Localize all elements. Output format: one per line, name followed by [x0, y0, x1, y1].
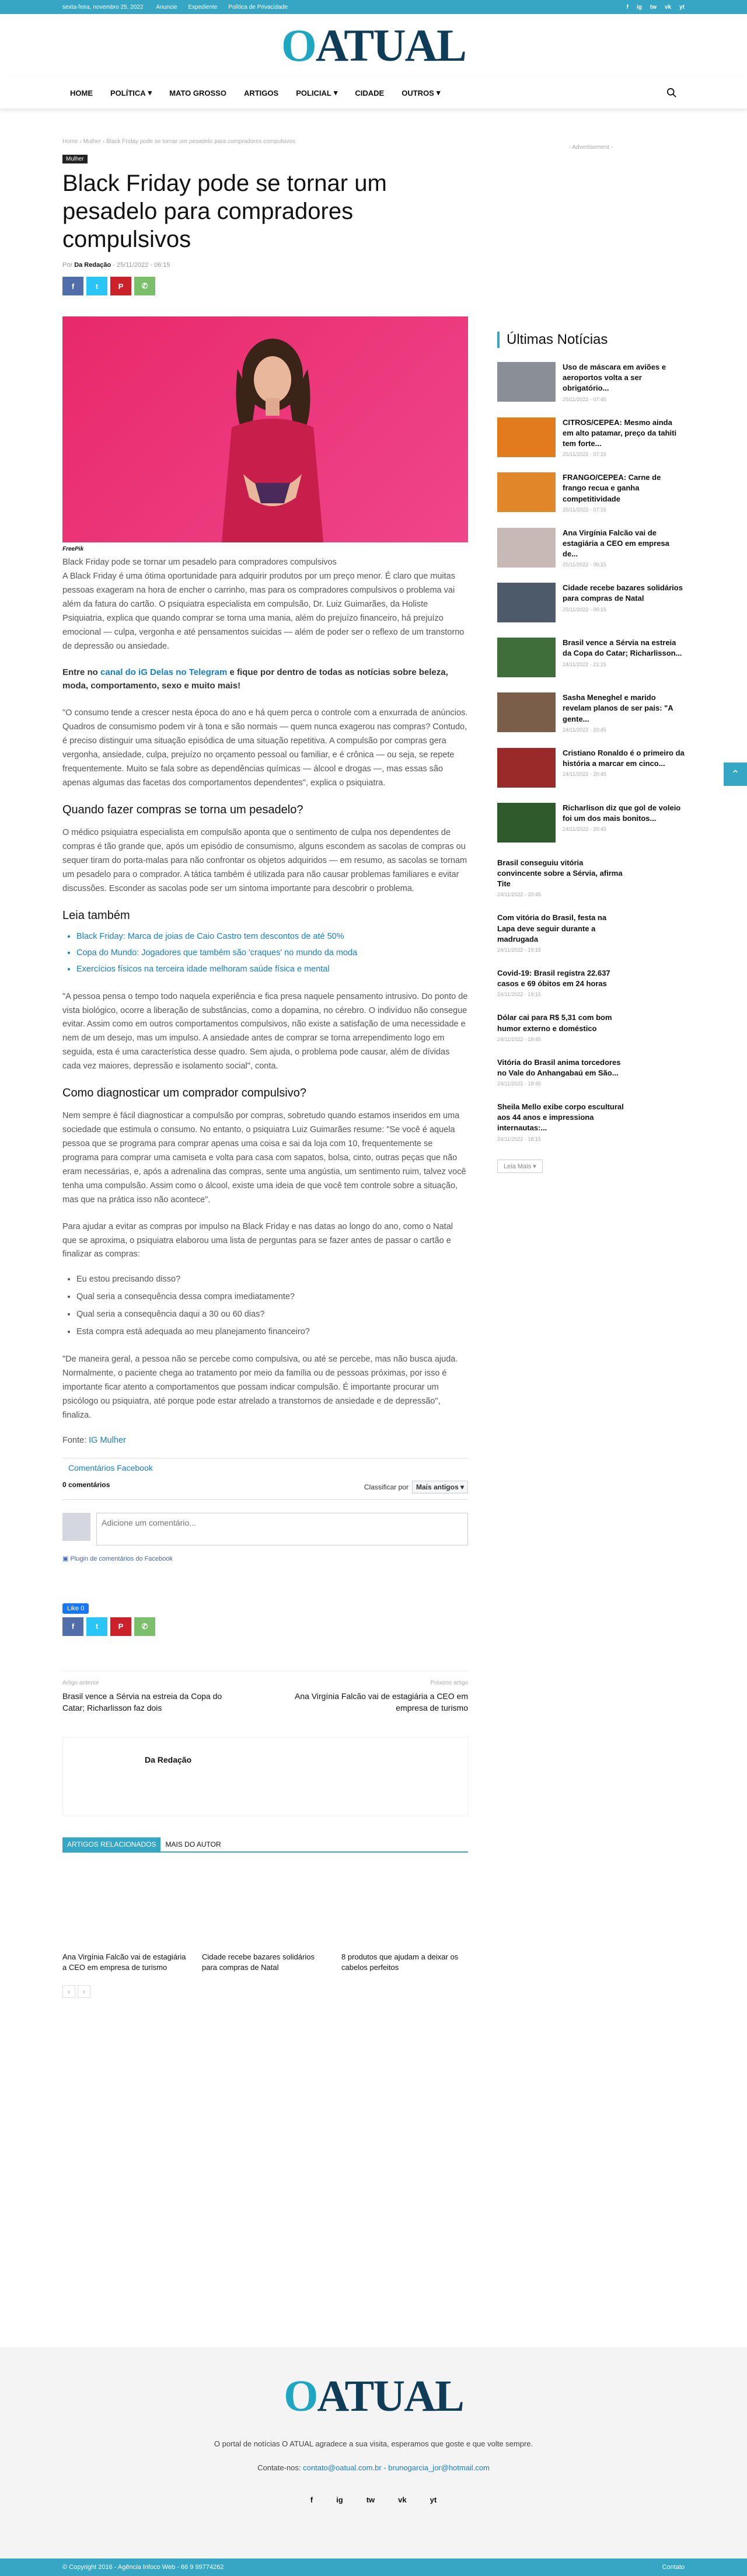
news-item[interactable]	[497, 1057, 626, 1087]
news-title[interactable]: Richarlison diz que gol de voleio foi um dos mais bonitos...	[563, 803, 681, 823]
next-page-button[interactable]: ›	[78, 1985, 90, 1998]
news-title[interactable]: Sasha Meneghel e marido revelam planos de ser pais: "A gente...	[563, 693, 673, 723]
footer-contact-link[interactable]: Contato	[662, 2564, 685, 2571]
footer-contact: Contate-nos: contato@oatual.com.br - brunogarcia_jor@hotmail.com	[257, 2463, 490, 2472]
news-thumbnail[interactable]	[497, 528, 556, 568]
share-twitter-button[interactable]: t	[86, 1617, 107, 1636]
news-title[interactable]: Ana Virgínia Falcão vai de estagiária a CEO em empresa de...	[563, 528, 669, 559]
author-box	[62, 1737, 468, 1816]
breadcrumb-category[interactable]: Mulher	[83, 138, 102, 145]
news-date: 25/11/2022 - 07:45	[563, 396, 606, 402]
related-cards	[62, 1952, 468, 1973]
latest-news-text-list	[497, 858, 685, 1142]
article-meta: Por Da Redação - 25/11/2022 - 06:15	[62, 262, 170, 269]
news-thumbnail[interactable]	[497, 748, 556, 788]
news-date: 24/11/2022 - 20:45	[563, 726, 606, 733]
advertisement-label: - Advertisement -	[568, 144, 613, 151]
share-facebook-button[interactable]: f	[62, 1617, 83, 1636]
facebook-icon[interactable]: f	[310, 2495, 313, 2504]
facebook-icon: ▣	[62, 1555, 71, 1562]
article-paragraph: O médico psiquiatra especialista em compulsão aponta que o sentimento de culpa nos dependentes de compras é tão grande que, após um episódio de consumismo, alguns escondem as sacolas de compras ou sequer tiram do porta-malas para não confrontar os objetos adquiridos — em resumo, as sacolas se tornam um pesadelo para o comprador. A tática também é utilizada para não causar problemas familiares e evitar discussões. Esconder as sacolas pode ser um sintoma importante para descobrir o problema.	[62, 827, 467, 893]
news-item[interactable]	[497, 528, 685, 568]
news-thumbnail[interactable]	[497, 472, 556, 512]
news-title[interactable]: Cidade recebe bazares solidários para compras de Natal	[563, 583, 683, 603]
sort-select[interactable]: Mais antigos ▾	[412, 1481, 468, 1494]
news-date: 25/11/2022 - 06:15	[563, 606, 606, 612]
share-pinterest-button[interactable]: P	[110, 277, 131, 295]
author-box-name[interactable]: Da Redação	[145, 1755, 192, 1765]
list-item: • Qual seria a consequência daqui a 30 ou 60 dias?	[76, 1310, 468, 1319]
top-link-anuncie[interactable]: Anuncie	[156, 4, 177, 11]
news-thumbnail[interactable]	[497, 417, 556, 457]
news-item[interactable]	[497, 858, 626, 898]
source-link[interactable]: IG Mulher	[89, 1435, 126, 1445]
like-button[interactable]: Like 0	[62, 1603, 89, 1614]
top-social	[627, 4, 685, 11]
news-title[interactable]: Covid-19: Brasil registra 22.637 casos e 69 óbitos em 24 horas	[497, 968, 610, 988]
article-paragraph: Black Friday pode se tornar um pesadelo para compradores compulsivos	[62, 558, 337, 567]
footer-logo[interactable]: OATUAL	[284, 2372, 463, 2421]
woman-with-wallet-illustration	[214, 328, 331, 542]
news-item[interactable]	[497, 583, 685, 622]
category-tag[interactable]: Mulher	[62, 155, 88, 163]
telegram-link[interactable]: canal do iG Delas no Telegram	[100, 667, 228, 678]
nav-politica[interactable]: POLÍTICA ▾	[110, 88, 152, 98]
article-subheading: Quando fazer compras se torna um pesadelo?	[62, 803, 303, 816]
related-card[interactable]: Ana Virgínia Falcão vai de estagiária a CEO em empresa de turismo	[62, 1952, 186, 1972]
footer	[0, 2347, 747, 2558]
main-nav	[0, 77, 747, 109]
article-paragraph: Nem sempre é fácil diagnosticar a compulsão por compras, sobretudo quando estamos inseridos em uma sociedade que estimula o consumo. No entanto, o psiquiatra Luiz Guimarães resume: "Se você é aquela pessoa que se programa para comprar apenas uma coisa e sai da loja com 10, frequentemente se programa para comprar uma camiseta e volta para casa com sapatos, bolsa, cinto, outras peças que não eram necessárias, e, após a adrenalina das compras, sente uma angústia, um sentimento ruim, talvez você tenha uma compulsão. Assim como o álcool, existe uma ideia de que você tem controle sobre a situação, mas que na prática isso não acontece".	[62, 1111, 466, 1205]
share-whatsapp-button[interactable]: ✆	[134, 1617, 155, 1636]
nav-policial[interactable]: POLICIAL ▾	[296, 88, 338, 98]
nav-home[interactable]: HOME	[70, 88, 93, 98]
comment-input[interactable]	[96, 1513, 468, 1545]
copyright: © Copyright 2016 - Agência Infoco Web - 66 9 99774262	[62, 2564, 224, 2571]
nav-mato-grosso[interactable]: MATO GROSSO	[169, 88, 226, 98]
nav-artigos[interactable]: ARTIGOS	[243, 88, 279, 98]
related-links-list	[62, 932, 468, 974]
breadcrumb-current: Black Friday pode se tornar um pesadelo para compradores compulsivos	[106, 138, 296, 145]
latest-news-list	[497, 362, 685, 843]
author-link[interactable]: Da Redação	[74, 262, 111, 269]
hero-image	[62, 316, 468, 542]
nav-outros[interactable]: OUTROS ▾	[402, 88, 441, 98]
news-item[interactable]	[497, 472, 685, 513]
content-area	[0, 138, 747, 1998]
related-pager	[62, 1985, 468, 1998]
tab-facebook-comments[interactable]: Comentários Facebook	[68, 1463, 153, 1473]
news-thumbnail[interactable]	[497, 362, 556, 402]
facebook-comments: Comentários Facebook 0 comentários Classificar por Mais antigos ▾ Adicione um comentário... ▣ Plugin de comentários do Facebook	[62, 1458, 468, 1562]
related-link[interactable]: • Exercícios físicos na terceira idade melhoram saúde física e mental	[76, 965, 468, 974]
page-title: Black Friday pode se tornar um pesadelo para compradores compulsivos	[62, 170, 387, 252]
prev-page-button[interactable]: ‹	[62, 1985, 75, 1998]
chevron-down-icon: ▾	[148, 88, 152, 97]
breadcrumb-home[interactable]: Home	[62, 138, 78, 145]
news-title[interactable]: FRANGO/CEPEA: Carne de frango recua e ganha competitividade	[563, 473, 661, 503]
article-paragraph: Para ajudar a evitar as compras por impulso na Black Friday e nas datas ao longo do ano, como o Natal que se aproxima, o psiquiatra elaborou uma lista de perguntas para se fazer antes de passar o cartão e finalizar as compras:	[62, 1221, 453, 1259]
news-date: 24/11/2022 - 18:45	[497, 1081, 541, 1087]
facebook-icon[interactable]: f	[626, 4, 629, 11]
youtube-icon[interactable]: yt	[679, 4, 685, 11]
news-item[interactable]	[497, 803, 685, 843]
article-paragraph: "O consumo tende a crescer nesta época do ano e há quem perca o controle com a enxurrada de anúncios. Quadros de consumismo podem vir à tona e são normais — quem nunca exagerou nas compras? Contudo, é preciso distinguir uma situação episódica de uma situação repetitiva. A compulsão por compras gera vergonha, ansiedade, culpa, prejuízo no orçamento pessoal ou familiar, e é crônica — ou seja, se repete frequentemente. Muito se fala sobre as dependências químicas — álcool e drogas —, mas essas são apenas algumas das facetas dos comportamentos dependentes", explica o psiquiatra.	[62, 708, 468, 788]
scroll-to-top-button[interactable]	[724, 763, 747, 786]
news-item[interactable]	[497, 638, 685, 677]
youtube-icon[interactable]: yt	[430, 2495, 437, 2504]
news-item[interactable]	[497, 1012, 626, 1042]
news-thumbnail[interactable]	[497, 692, 556, 732]
news-date: 24/11/2022 - 18:45	[497, 1036, 541, 1042]
top-link-expediente[interactable]: Expediente	[188, 4, 218, 11]
telegram-cta: Entre no canal do iG Delas no Telegram e fique por dentro de todas as notícias sobre beleza, moda, comportamento, sexo e muito mais!	[62, 667, 448, 691]
share-facebook-button[interactable]: f	[62, 277, 83, 295]
next-article-link[interactable]: Ana Virgínia Falcão vai de estagiária a CEO em empresa de turismo	[294, 1691, 468, 1712]
article-subheading: Como diagnosticar um comprador compulsivo?	[62, 1087, 306, 1100]
news-thumbnail[interactable]	[497, 638, 556, 677]
nav-cidade[interactable]: CIDADE	[355, 88, 385, 98]
top-links	[156, 4, 296, 11]
comment-count: 0 comentários	[62, 1480, 110, 1489]
instagram-icon[interactable]: ig	[636, 4, 642, 11]
news-title[interactable]: Dólar cai para R$ 5,31 com bom humor externo e doméstico	[497, 1013, 612, 1033]
vk-icon[interactable]: vk	[664, 4, 672, 11]
news-title[interactable]: CITROS/CEPEA: Mesmo ainda em alto patamar, preço da tahiti tem forte...	[563, 417, 677, 448]
load-more-button[interactable]: Leia Mais ▾	[497, 1160, 543, 1173]
latest-news-title: Últimas Notícias	[497, 332, 685, 348]
news-thumbnail[interactable]	[497, 583, 556, 622]
share-whatsapp-button[interactable]: ✆	[134, 277, 155, 295]
breadcrumb: Home › Mulher › Black Friday pode se tornar um pesadelo para compradores compulsivos	[62, 138, 296, 145]
article	[62, 138, 468, 1998]
list-item: • Qual seria a consequência dessa compra imediatamente?	[76, 1292, 468, 1301]
tab-more-from-author[interactable]: MAIS DO AUTOR	[165, 1840, 221, 1849]
footer-social	[0, 2495, 747, 2504]
facebook-plugin-link[interactable]: ▣ Plugin de comentários do Facebook	[62, 1555, 173, 1562]
news-title[interactable]: Vitória do Brasil anima torcedores no Vale do Anhangabaú em São...	[497, 1057, 621, 1077]
vk-icon[interactable]: vk	[398, 2495, 407, 2504]
twitter-icon[interactable]: tw	[366, 2495, 375, 2504]
news-item[interactable]	[497, 1102, 626, 1142]
sidebar	[497, 138, 685, 1998]
news-date: 24/11/2022 - 20:45	[563, 826, 606, 833]
list-item: • Esta compra está adequada ao meu planejamento financeiro?	[76, 1327, 468, 1336]
article-subheading: Leia também	[62, 908, 130, 922]
news-title[interactable]: Sheila Mello exibe corpo escultural aos 44 anos e impressiona internautas:...	[497, 1102, 624, 1133]
news-date: 24/11/2022 - 21:15	[563, 661, 606, 667]
news-item[interactable]	[497, 417, 685, 458]
twitter-icon[interactable]: tw	[650, 4, 657, 11]
news-item[interactable]	[497, 913, 626, 953]
prev-article-link[interactable]: Brasil vence a Sérvia na estreia da Copa do Catar; Richarlisson faz dois	[62, 1691, 222, 1712]
chevron-down-icon: ▾	[436, 88, 441, 97]
share-buttons	[62, 277, 468, 295]
header-logo-area	[0, 14, 747, 77]
news-date: 24/11/2022 - 19:15	[497, 991, 541, 998]
news-date: 25/11/2022 - 06:15	[563, 562, 606, 568]
publish-date: 25/11/2022 - 06:15	[116, 262, 170, 269]
related-tabs	[62, 1837, 468, 1853]
news-date: 25/11/2022 - 07:15	[563, 506, 606, 513]
news-thumbnail[interactable]	[497, 803, 556, 843]
related-card[interactable]: Cidade recebe bazares solidários para compras de Natal	[202, 1952, 315, 1972]
top-bar	[0, 0, 747, 14]
chevron-down-icon: ▾	[333, 88, 338, 97]
related-link[interactable]: • Copa do Mundo: Jogadores que também são 'craques' no mundo da moda	[76, 948, 468, 958]
news-item[interactable]	[497, 692, 685, 733]
image-caption: FreePik	[62, 546, 84, 552]
share-twitter-button[interactable]: t	[86, 277, 107, 295]
tab-related-articles[interactable]: ARTIGOS RELACIONADOS	[62, 1837, 160, 1851]
chevron-up-icon: ⌃	[731, 768, 740, 780]
news-title[interactable]: Brasil vence a Sérvia na estreia da Copa do Catar; Richarlisson...	[563, 638, 682, 658]
top-date: sexta-feira, novembro 25, 2022	[62, 4, 144, 11]
share-buttons-bottom	[62, 1617, 468, 1636]
news-date: 25/11/2022 - 07:15	[563, 451, 606, 458]
news-date: 24/11/2022 - 19:15	[497, 946, 541, 953]
list-item: • Eu estou precisando disso?	[76, 1275, 468, 1284]
footer-description: O portal de notícias O ATUAL agradece a sua visita, esperamos que goste e que volte sempre.	[214, 2439, 533, 2448]
news-title[interactable]: Uso de máscara em aviões e aeroportos volta a ser obrigatório...	[563, 363, 666, 393]
source-line: Fonte: IG Mulher	[62, 1435, 126, 1445]
related-link[interactable]: • Black Friday: Marca de joias de Caio Castro tem descontos de até 50%	[76, 932, 468, 941]
news-date: 24/11/2022 - 18:15	[497, 1136, 541, 1142]
news-date: 24/11/2022 - 20:45	[563, 771, 606, 778]
news-item[interactable]	[497, 748, 685, 788]
news-title[interactable]: Com vitória do Brasil, festa na Lapa deve seguir durante a madrugada	[497, 913, 607, 944]
article-paragraph: "De maneira geral, a pessoa não se percebe como compulsiva, ou até se percebe, mas não busca ajuda. Normalmente, o paciente chega ao tratamento por meio da família ou de pessoas próximas, por isso é importante ficar atento a comportamentos que possam indicar compulsão. É importante procurar um psicólogo ou psiquiatra, até porque pode estar atrelado a transtornos de ansiedade e de depressão", finaliza.	[62, 1355, 458, 1421]
bottom-bar	[0, 2558, 747, 2576]
prev-next-nav: Artigo anterior Brasil vence a Sérvia na estreia da Copa do Catar; Richarlisson faz dois Próximo artigo Ana Virgínia Falcão vai de estagiária a CEO em empresa de turismo	[62, 1671, 468, 1714]
site-logo[interactable]: OATUAL	[281, 20, 466, 71]
news-item[interactable]	[497, 362, 685, 402]
questions-list	[62, 1275, 468, 1336]
news-item[interactable]	[497, 968, 626, 997]
instagram-icon[interactable]: ig	[336, 2495, 343, 2504]
news-title[interactable]: Cristiano Ronaldo é o primeiro da história a marcar em cinco...	[563, 748, 685, 768]
search-icon[interactable]	[666, 88, 677, 98]
news-date: 24/11/2022 - 20:45	[497, 892, 541, 898]
contact-email-link[interactable]: contato@oatual.com.br - brunogarcia_jor@hotmail.com	[303, 2463, 490, 2472]
share-pinterest-button[interactable]: P	[110, 1617, 131, 1636]
avatar	[62, 1513, 90, 1541]
article-paragraph: "A pessoa pensa o tempo todo naquela experiência e fica presa naquele pensamento intrusivo. Do ponto de vista biológico, ocorre a liberação de substâncias, como a dopamina, no cérebro. O indivíduo não consegue evitar. Assim como em outros comportamentos compulsivos, não existe a satisfação de uma necessidade e nem de um desejo, mas um impulso. A ansiedade antes de comprar se torna arrependimento logo em seguida, esta é uma característica desse quadro. Sem ajuda, o problema pode causar, além de dívidas cada vez maiores, depressão e isolamento social", conta.	[62, 991, 468, 1071]
related-card[interactable]: 8 produtos que ajudam a deixar os cabelos perfeitos	[341, 1952, 459, 1972]
top-link-privacidade[interactable]: Política de Privacidade	[228, 4, 288, 11]
article-paragraph: A Black Friday é uma ótima oportunidade para adquirir produtos por um preço menor. É claro que muitas pessoas exageram na hora de encher o carrinho, mas para os compradores compulsivos o problema vai além da fatura do cartão. O psiquiatra especialista em compulsão, Dr. Luiz Guimarães, da Holiste Psiquiatria, explica que quando comprar se torna uma mania, além do prejuízo financeiro, há prejuízo emocional — culpa, vergonha e até pensamentos suicidas — além de poder ser o reflexo de um transtorno de depressão ou ansiedade.	[62, 571, 465, 651]
news-title[interactable]: Brasil conseguiu vitória convincente sobre a Sérvia, afirma Tite	[497, 858, 623, 889]
